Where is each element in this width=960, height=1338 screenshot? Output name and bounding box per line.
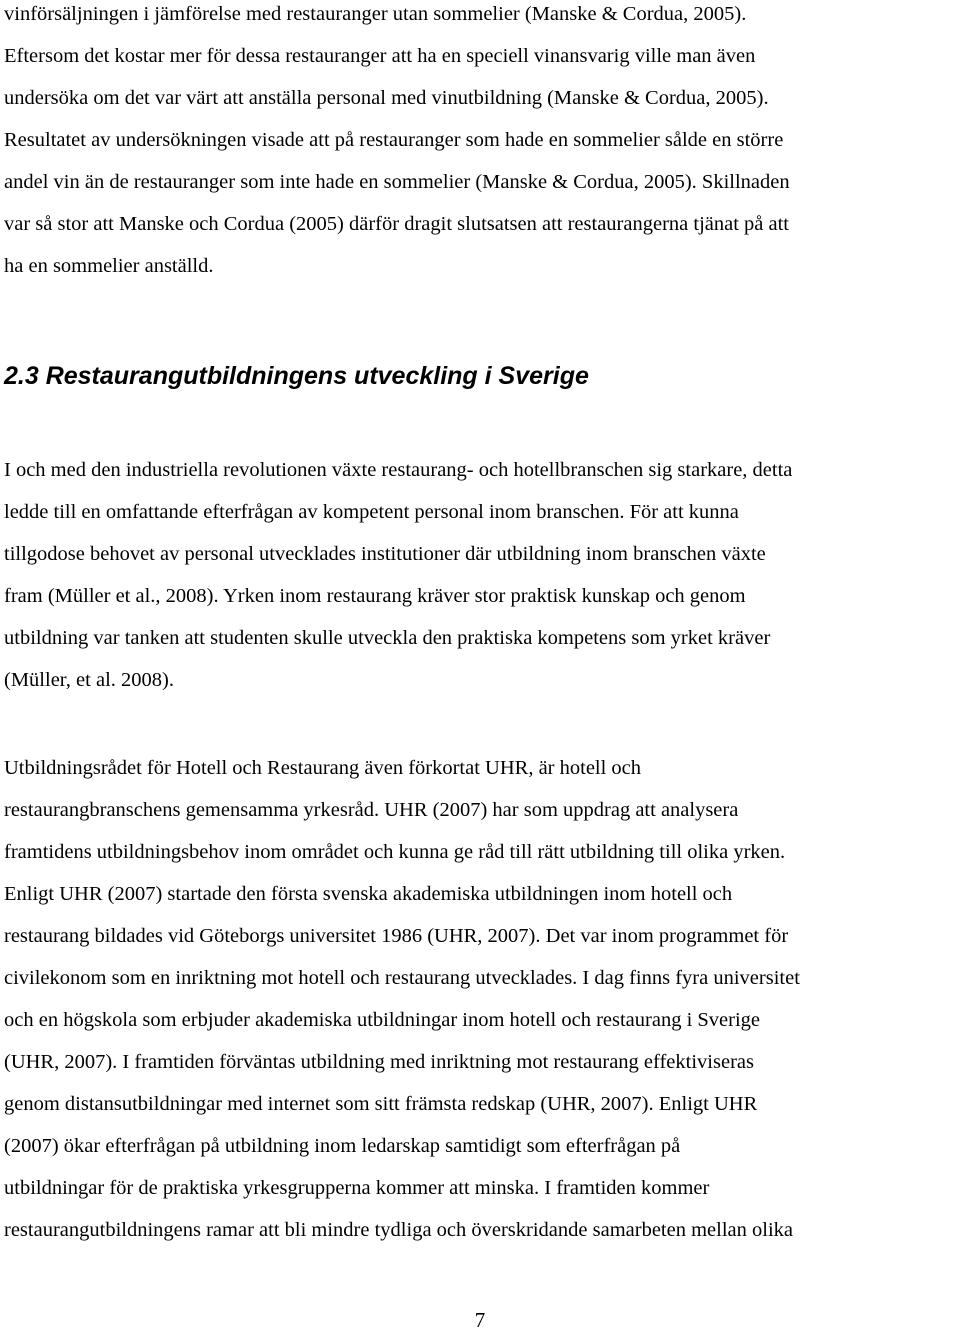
text-line: restaurang bildades vid Göteborgs universitet 1986 (UHR, 2007). Det var inom programmet för (4, 925, 789, 947)
text-line: ledde till en omfattande efterfrågan av kompetent personal inom branschen. För att kunna (4, 501, 739, 523)
text-line: genom distansutbildningar med internet som sitt främsta redskap (UHR, 2007). Enligt UHR (4, 1093, 758, 1115)
text-line: fram (Müller et al., 2008). Yrken inom restaurang kräver stor praktisk kunskap och genom (4, 585, 746, 607)
text-line: Enligt UHR (2007) startade den första svenska akademiska utbildningen inom hotell och (4, 883, 733, 905)
text-line: restaurangbranschens gemensamma yrkesråd. UHR (2007) har som uppdrag att analysera (4, 799, 739, 821)
paragraph-industrial-revolution (4, 449, 792, 701)
text-line: framtidens utbildningsbehov inom området och kunna ge råd till rätt utbildning till olika yrken. (4, 841, 786, 863)
text-line: andel vin än de restauranger som inte hade en sommelier (Manske & Cordua, 2005). Skillnaden (4, 171, 790, 193)
text-line: ha en sommelier anställd. (4, 255, 214, 277)
text-line: (UHR, 2007). I framtiden förväntas utbildning med inriktning mot restaurang effektiviseras (4, 1051, 754, 1073)
text-line: utbildning var tanken att studenten skulle utveckla den praktiska kompetens som yrket kräver (4, 627, 771, 649)
text-line: Eftersom det kostar mer för dessa restauranger att ha en speciell vinansvarig ville man även (4, 45, 756, 67)
text-line: vinförsäljningen i jämförelse med restauranger utan sommelier (Manske & Cordua, 2005). (4, 3, 747, 25)
text-line: Utbildningsrådet för Hotell och Restaurang även förkortat UHR, är hotell och (4, 757, 642, 779)
text-line: tillgodose behovet av personal utvecklades institutioner där utbildning inom branschen växte (4, 543, 766, 565)
section-heading: 2.3 Restaurangutbildningens utveckling i Sverige (4, 362, 589, 390)
text-line: restaurangutbildningens ramar att bli mindre tydliga och överskridande samarbeten mellan olika (4, 1219, 793, 1241)
text-line: (Müller, et al. 2008). (4, 669, 174, 691)
paragraph-uhr (4, 747, 800, 1251)
text-line: I och med den industriella revolutionen växte restaurang- och hotellbranschen sig starkare, detta (4, 459, 793, 481)
text-line: civilekonom som en inriktning mot hotell och restaurang utvecklades. I dag finns fyra universitet (4, 967, 800, 989)
text-line: Resultatet av undersökningen visade att på restauranger som hade en sommelier sålde en större (4, 129, 784, 151)
text-line: undersöka om det var värt att anställa personal med vinutbildning (Manske & Cordua, 2005). (4, 87, 769, 109)
text-line: och en högskola som erbjuder akademiska utbildningar inom hotell och restaurang i Sverige (4, 1009, 761, 1031)
paragraph-sommelier (4, 0, 790, 287)
text-line: var så stor att Manske och Cordua (2005) därför dragit slutsatsen att restaurangerna tjänat på att (4, 213, 789, 235)
text-line: (2007) ökar efterfrågan på utbildning inom ledarskap samtidigt som efterfrågan på (4, 1135, 681, 1157)
text-line: utbildningar för de praktiska yrkesgrupperna kommer att minska. I framtiden kommer (4, 1177, 710, 1199)
page-number: 7 (474, 1308, 486, 1332)
